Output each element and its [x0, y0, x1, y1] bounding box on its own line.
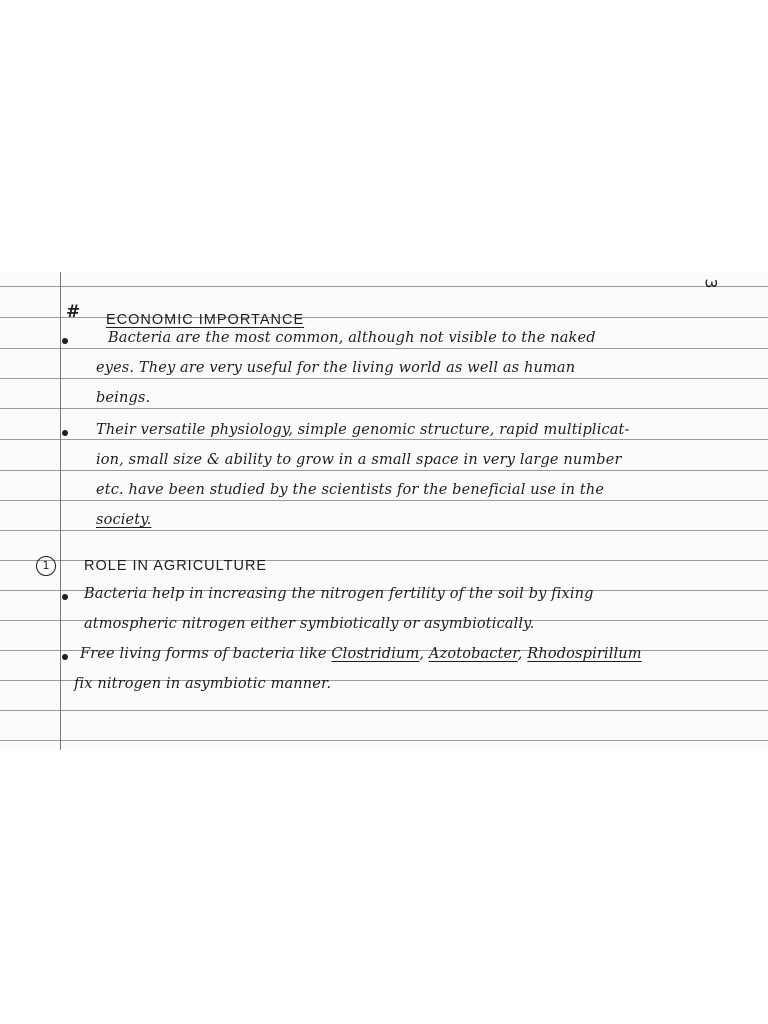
- ruled-line: [0, 740, 768, 741]
- text-line: fix nitrogen in asymbiotic manner.: [74, 676, 332, 692]
- text-line: ion, small size & ability to grow in a small space in very large number: [96, 452, 622, 468]
- notebook-paper: [0, 272, 768, 750]
- ruled-line: [0, 710, 768, 711]
- margin-line: [60, 272, 61, 750]
- ruled-line: [0, 470, 768, 471]
- ruled-line: [0, 286, 768, 287]
- organism-name: Clostridium: [331, 646, 420, 662]
- page-number-mark: 3: [701, 278, 721, 289]
- text-line: atmospheric nitrogen either symbiotically or asymbiotically.: [84, 616, 535, 632]
- text-line: etc. have been studied by the scientists for the beneficial use in the: [96, 482, 605, 498]
- bullet: [62, 654, 68, 660]
- heading-economic-importance: ECONOMIC IMPORTANCE: [106, 312, 305, 328]
- text-span: ,: [517, 646, 528, 662]
- organism-name: Rhodospirillum: [527, 646, 642, 662]
- text-span: Free living forms of bacteria like: [80, 646, 332, 662]
- text-line: beings.: [96, 390, 151, 406]
- text-line: Their versatile physiology, simple genomic structure, rapid multiplicat-: [96, 422, 630, 438]
- ruled-line: [0, 439, 768, 440]
- section-number-circle: 1: [36, 556, 56, 576]
- text-line-organisms: [80, 646, 642, 662]
- bullet: [62, 338, 68, 344]
- section-marker: #: [66, 302, 81, 322]
- ruled-line: [0, 348, 768, 349]
- ruled-line: [0, 500, 768, 501]
- ruled-line: [0, 530, 768, 531]
- text-line: eyes. They are very useful for the living world as well as human: [96, 360, 576, 376]
- section-title: ROLE IN AGRICULTURE: [84, 558, 268, 574]
- text-line: Bacteria help in increasing the nitrogen fertility of the soil by fixing: [84, 586, 594, 602]
- ruled-line: [0, 408, 768, 409]
- text-line: Bacteria are the most common, although not visible to the naked: [108, 330, 596, 346]
- bullet: [62, 594, 68, 600]
- text-span: ,: [419, 646, 429, 662]
- organism-name: Azotobacter: [428, 646, 518, 662]
- text-line: society.: [96, 512, 152, 528]
- ruled-line: [0, 378, 768, 379]
- bullet: [62, 430, 68, 436]
